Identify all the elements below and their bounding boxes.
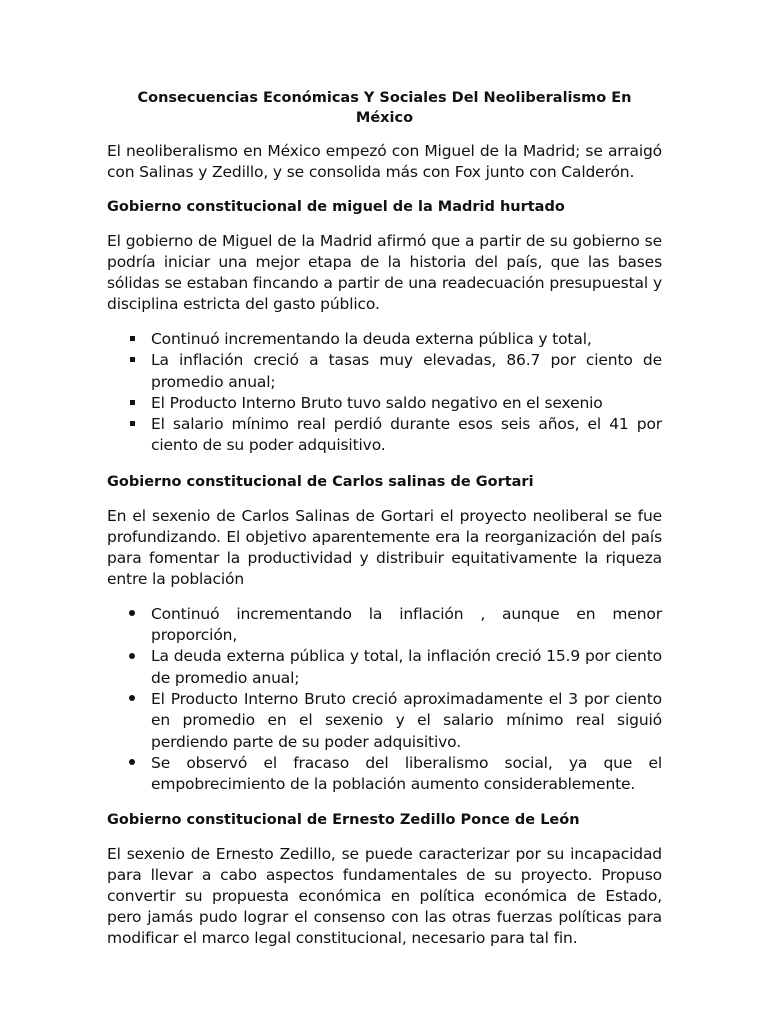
round-bullet-icon bbox=[127, 604, 137, 625]
document-title: Consecuencias Económicas Y Sociales Del Neoliberalismo En México bbox=[137, 90, 632, 126]
square-bullet-icon bbox=[127, 329, 137, 350]
round-bullet-icon bbox=[127, 689, 137, 710]
list-item bbox=[107, 753, 662, 796]
list-item bbox=[107, 329, 662, 350]
list-item-text: El Producto Interno Bruto tuvo saldo negativo en el sexenio bbox=[151, 393, 603, 412]
square-bullet-icon bbox=[127, 393, 137, 414]
section-paragraph: El sexenio de Ernesto Zedillo, se puede caracterizar por su incapacidad para llevar a cabo aspectos fundamentales de su proyecto. Propuso convertir su propuesta económica en política económica de Estado, pero jamás pudo lograr el consenso con las otras fuerzas políticas para modificar el marco legal constitucional, necesario para tal fin. bbox=[107, 845, 662, 948]
list-item bbox=[107, 646, 662, 689]
round-bullet-icon bbox=[127, 646, 137, 667]
list-item bbox=[107, 689, 662, 753]
bullet-list bbox=[107, 329, 662, 457]
list-item-text: La inflación creció a tasas muy elevadas, 86.7 por ciento de promedio anual; bbox=[151, 351, 662, 391]
section-paragraph: El gobierno de Miguel de la Madrid afirmó que a partir de su gobierno se podría iniciar una mejor etapa de la historia del país, que las bases sólidas se estaban fincando a partir de una readecuación presupuestal y disciplina estricta del gasto público. bbox=[107, 232, 662, 313]
square-bullet-icon bbox=[127, 350, 137, 371]
list-item bbox=[107, 414, 662, 457]
section-heading: Gobierno constitucional de miguel de la Madrid hurtado bbox=[107, 199, 565, 215]
list-item-text: Continuó incrementando la deuda externa pública y total, bbox=[151, 330, 592, 348]
round-bullet-icon bbox=[127, 753, 137, 774]
list-item bbox=[107, 393, 662, 414]
list-item-text: Se observó el fracaso del liberalismo social, ya que el empobrecimiento de la población aumento considerablemente. bbox=[151, 753, 662, 794]
list-item bbox=[107, 604, 662, 647]
list-item bbox=[107, 350, 662, 393]
bullet-list bbox=[107, 604, 662, 796]
list-item-text: El salario mínimo real perdió durante esos seis años, el 41 por ciento de su poder adquisitivo. bbox=[151, 415, 662, 455]
square-bullet-icon bbox=[127, 414, 137, 435]
section-heading: Gobierno constitucional de Carlos salinas de Gortari bbox=[107, 473, 534, 490]
list-item-text: Continuó incrementando la inflación , aunque en menor proporción, bbox=[151, 604, 662, 645]
section-heading: Gobierno constitucional de Ernesto Zedillo Ponce de León bbox=[107, 812, 580, 829]
intro-paragraph: El neoliberalismo en México empezó con Miguel de la Madrid; se arraigó con Salinas y Zedillo, y se consolida más con Fox junto con Calderón. bbox=[107, 142, 662, 181]
list-item-text: El Producto Interno Bruto creció aproximadamente el 3 por ciento en promedio en el sexenio y el salario mínimo real siguió perdiendo parte de su poder adquisitivo. bbox=[151, 689, 662, 751]
list-item-text: La deuda externa pública y total, la inflación creció 15.9 por ciento de promedio anual; bbox=[151, 647, 662, 687]
section-paragraph: En el sexenio de Carlos Salinas de Gortari el proyecto neoliberal se fue profundizando. El objetivo aparentemente era la reorganización del país para fomentar la productividad y distribuir equitativamente la riqueza entre la población bbox=[107, 506, 662, 588]
